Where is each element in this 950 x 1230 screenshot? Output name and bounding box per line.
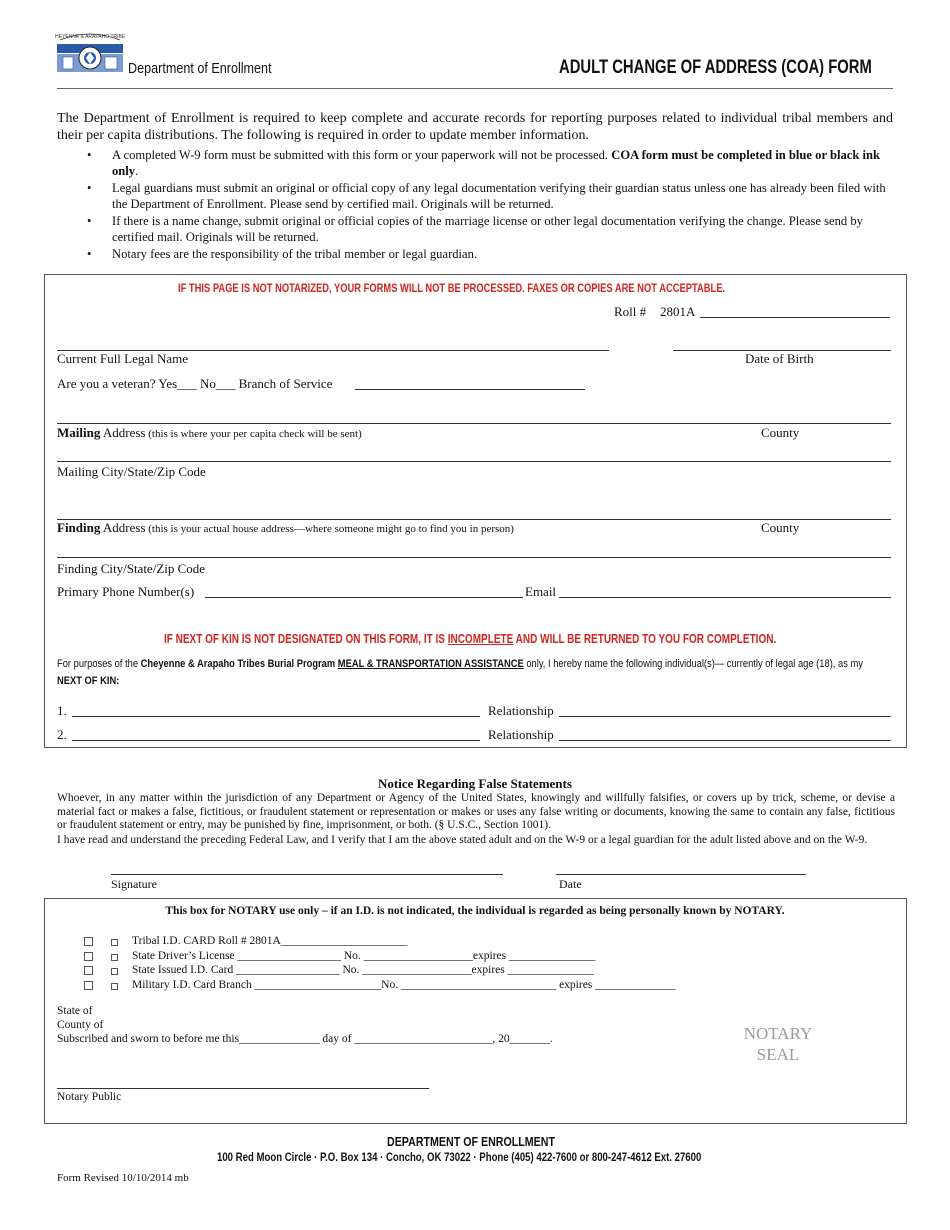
notary-checkbox-col-2 (111, 936, 118, 994)
checkbox-license-a[interactable] (84, 952, 93, 961)
footer-address: 100 Red Moon Circle · P.O. Box 134 · Concho, OK 73022 · Phone (405) 422-7600 or 800-247-4612 Ext. 27600 (217, 1150, 702, 1164)
footer-department: DEPARTMENT OF ENROLLMENT (387, 1134, 555, 1149)
form-revised-note: Form Revised 10/10/2014 mb (57, 1172, 189, 1184)
seal-line-2: SEAL (756, 1045, 800, 1064)
email-label: Email (525, 584, 557, 599)
roll-line[interactable] (700, 303, 890, 318)
row-tribal-id: Tribal I.D. CARD Roll # 2801A______________________ (132, 935, 408, 947)
dob-field[interactable] (673, 336, 891, 351)
seal-line-1: NOTARY (743, 1024, 813, 1043)
finding-county-label: County (761, 520, 800, 535)
kin1-relationship-label: Relationship (488, 703, 554, 718)
row-drivers-license: State Driver’s License __________________ No. ___________________expires _______________ (132, 949, 596, 962)
intro-bullets (57, 147, 897, 263)
notarize-warning: IF THIS PAGE IS NOT NOTARIZED, YOUR FORMS WILL NOT BE PROCESSED. FAXES OR COPIES ARE NOT ACCEPTABLE. (178, 281, 726, 295)
roll-label: Roll # (614, 304, 647, 319)
kin-intro-meal: MEAL & TRANSPORTATION ASSISTANCE (337, 658, 524, 670)
kin2-relationship-label: Relationship (488, 727, 554, 742)
notary-checkbox-col-1 (84, 936, 93, 994)
email-field[interactable] (559, 584, 891, 598)
kin1-name-field[interactable] (72, 703, 480, 717)
department-name: Department of Enrollment (128, 60, 272, 77)
finding-city-label: Finding City/State/Zip Code (57, 561, 206, 576)
checkbox-military-b[interactable] (111, 983, 118, 990)
bullet-w9-end: . (135, 164, 139, 178)
notary-sworn-line: Subscribed and sworn to before me this______________ day of ________________________, 20_______. (57, 1033, 553, 1045)
finding-address-field[interactable] (57, 505, 891, 520)
finding-address-label (57, 520, 514, 536)
finding-city-field[interactable] (57, 543, 891, 558)
full-name-field[interactable] (57, 336, 609, 351)
mailing-word: Address (100, 425, 146, 440)
roll-value: 2801A (660, 304, 696, 319)
notary-public-label: Notary Public (57, 1091, 122, 1103)
bullet-name-change: • If there is a name change, submit original or official copies of the marriage license or other legal documentation verifying the change. Please send by certified mail. Originals will be returned. (57, 213, 897, 245)
notary-public-signature-field[interactable] (57, 1076, 429, 1089)
mailing-address-label (57, 425, 362, 441)
bullet-notary-fees: • Notary fees are the responsibility of the tribal member or legal guardian. (57, 246, 897, 262)
notary-id-rows (132, 934, 676, 992)
kin2-relationship-field[interactable] (559, 727, 891, 741)
checkbox-military-a[interactable] (84, 981, 93, 990)
mailing-bold: Mailing (57, 425, 101, 440)
phone-field[interactable] (205, 584, 523, 598)
full-name-label: Current Full Legal Name (57, 351, 189, 366)
bullet-guardians: • Legal guardians must submit an original or official copy of any legal documentation verifying their guardian status unless one has already been filed with the Department of Enrollment. Please send by certified mail. Originals will be returned. (57, 180, 897, 212)
logo-seal-text: CHEYENNE & ARAPAHO TRIBES (55, 34, 125, 40)
bullet-w9-text: A completed W-9 form must be submitted with this form or your paperwork will not be processed. (112, 148, 612, 162)
kin2-name-field[interactable] (72, 727, 480, 741)
form-title: ADULT CHANGE OF ADDRESS (COA) FORM (559, 57, 872, 78)
kin2-number: 2. (57, 727, 67, 742)
mailing-county-label: County (761, 425, 800, 440)
kin-intro-a: For purposes of the (57, 658, 141, 670)
notary-header: This box for NOTARY use only – if an I.D. is not indicated, the individual is regarded as being personally known by NOTARY. (165, 905, 785, 917)
checkbox-state-id-a[interactable] (84, 966, 93, 975)
kin-intro-next-of-kin: NEXT OF KIN: (57, 675, 120, 687)
mailing-note: (this is where your per capita check will be sent) (145, 428, 362, 440)
row-military-id: Military I.D. Card Branch ______________________No. ___________________________ expires ______________ (132, 978, 676, 991)
notice-title: Notice Regarding False Statements (378, 776, 572, 791)
kin-warning-incomplete: INCOMPLETE (447, 632, 514, 646)
kin-warning-b: AND WILL BE RETURNED TO YOU FOR COMPLETION. (513, 632, 777, 646)
header-divider (57, 88, 893, 89)
mailing-city-label: Mailing City/State/Zip Code (57, 464, 206, 479)
kin-intro-program: Cheyenne & Arapaho Tribes Burial Program (140, 658, 336, 670)
date-label: Date (559, 877, 582, 891)
notice-affirm: I have read and understand the preceding Federal Law, and I verify that I am the above stated adult and on the W-9 or a legal guardian for the adult listed above and on the W-9. (57, 834, 868, 846)
branch-of-service-field[interactable] (355, 376, 585, 390)
kin-warning (164, 632, 776, 646)
tribal-logo (55, 28, 125, 78)
kin-warning-a: IF NEXT OF KIN IS NOT DESIGNATED ON THIS FORM, IT IS (164, 632, 448, 646)
checkbox-tribal-b[interactable] (111, 939, 118, 946)
notary-seal (718, 1023, 838, 1065)
notary-box (44, 898, 907, 1124)
notice-body: Whoever, in any matter within the jurisdiction of any Department or Agency of the United States, knowingly and willfully falsifies, or covers up by trick, scheme, or devise a material fact or makes a false, fictitious, or fraudulent statement or representation or makes or uses any false writing or documents, knowing the same to contain any false, fictitious or fraudulent statement or entry, may be punished by fine, imprisonment, or both. (§ U.S.C., Section 1001). (57, 792, 895, 831)
mailing-address-field[interactable] (57, 409, 891, 424)
finding-note: (this is your actual house address—where someone might go to find you in person) (145, 523, 514, 535)
dob-label: Date of Birth (745, 351, 814, 366)
finding-word: Address (100, 520, 146, 535)
finding-bold: Finding (57, 520, 101, 535)
mailing-city-field[interactable] (57, 447, 891, 462)
checkbox-tribal-a[interactable] (84, 937, 93, 946)
kin-intro-e: only, I hereby name the following individual(s)— currently of legal age (18), as my (523, 658, 863, 670)
veteran-label: Are you a veteran? Yes___ No___ Branch of Service (57, 376, 333, 391)
bullet-w9 (57, 147, 897, 179)
kin-intro (57, 656, 890, 690)
kin1-number: 1. (57, 703, 67, 718)
checkbox-state-id-b[interactable] (111, 968, 118, 975)
notary-state-label: State of (57, 1005, 93, 1017)
notary-county-label: County of (57, 1019, 104, 1031)
signature-field[interactable] (111, 862, 503, 875)
date-field[interactable] (556, 862, 806, 875)
phone-label: Primary Phone Number(s) (57, 584, 195, 599)
intro-paragraph: The Department of Enrollment is required to keep complete and accurate records for reporting purposes related to individual tribal members and their per capita distributions. The following is required in order to update member information. (57, 111, 893, 143)
row-state-id: State Issued I.D. Card __________________ No. ___________________expires _______________ (132, 964, 594, 976)
signature-label: Signature (111, 877, 157, 891)
bullet-w9-bold: COA form must be completed in blue or black ink only (112, 148, 881, 178)
kin1-relationship-field[interactable] (559, 703, 891, 717)
checkbox-license-b[interactable] (111, 954, 118, 961)
